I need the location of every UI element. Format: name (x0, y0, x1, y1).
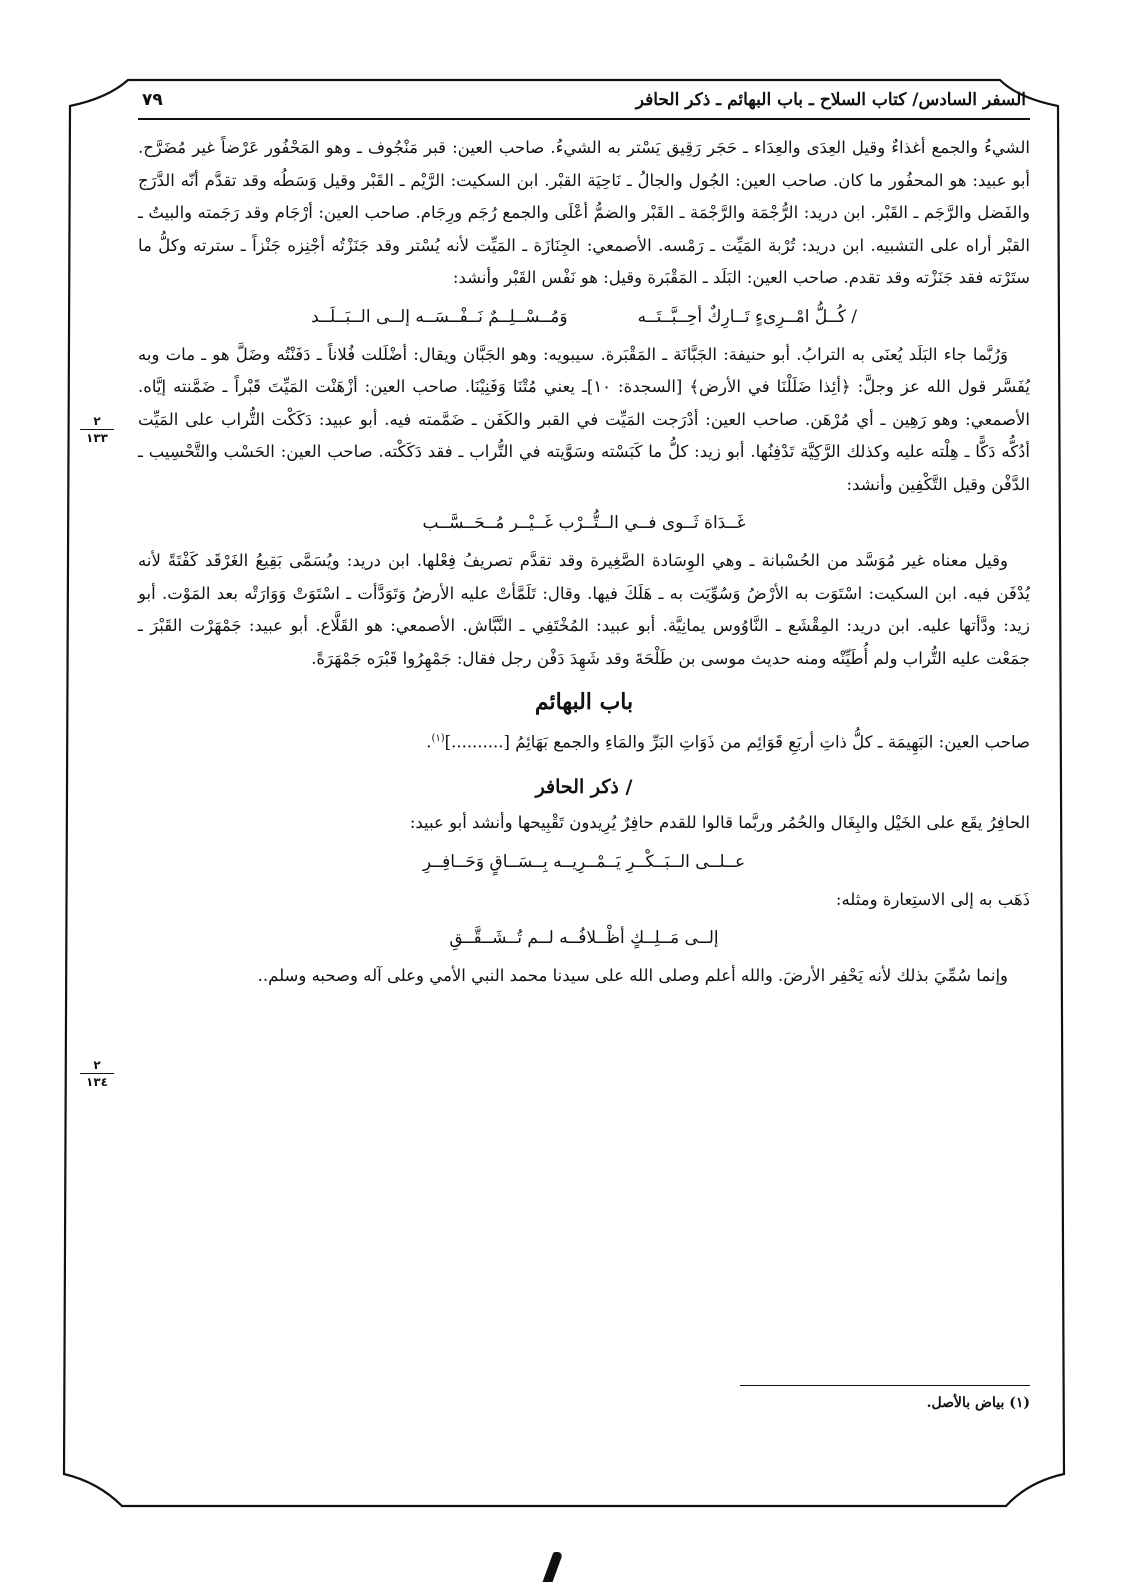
scan-artifact (543, 1552, 564, 1582)
footnote-text: (١) بياض بالأصل. (926, 1395, 1030, 1411)
paragraph-7: وإنما سُمِّيَ بذلك لأنه يَحْفِر الأرضَ. والله أعلم وصلى الله على سيدنا محمد النبي الأمي وعلى آله وصحبه وسلم.. (257, 966, 1008, 985)
verse-2: غَــدَاة ثَــوى فــي الــتُّــرْب غَــيْــر مُــحَــسَّــب (422, 513, 746, 533)
paragraph-3: وقيل معناه غير مُوَسَّد من الحُسْبانة ـ وهي الوِسَادة الصَّغِيرة وقد تقدَّم تصريفُ فِعْلها. ابن دريد: ويُسَمَّى بَقِيعُ الغَرْقَد كَفْتَةً لأنه يُدْفَن فيه. ابن السكيت: اسْتَوَت به الأرْضُ وَسُوِّيَت به ـ هَلَكَ فيها. وقال: تَلَمَّأتْ عليه الأرضُ وَتَوَدَّأت ـ اسْتَوَتْ وَوَارَتْه بعد المَوْت. أبو زيد: ودَّأتها عليه. ابن دريد: المِقْشَع ـ النَّاوُوس يمانِيَّة. أبو عبيد: المُخْتَفِي ـ النَّبَّاش. الأصمعي: هو القَلَّاع. أبو عبيد: جَمْهَرْت القَبْرَ ـ جمَعْت عليه التُّراب ولم أُطَيِّنْه ومنه حديث موسى بن طَلْحَةَ وقد شَهِدَ دَفْن رجل فقال: جَمْهِرُوا قَبْرَه جَمْهَرَةً. (138, 551, 1030, 668)
margin-ref-top: ٢ (80, 1058, 114, 1074)
verse-4: إلــى مَــلِــكٍ أظْــلافُــه لــم تُــشَــقَّــقِ (449, 928, 719, 948)
paragraph-5: الحافِرُ يقَع على الخَيْل والبِغَال والحُمُر وربَّما قالوا للقدم حافِرٌ يُرِيدون تَقْبِيحها وأنشد أبو عبيد: (409, 813, 1030, 832)
footnote-divider (740, 1385, 1030, 1386)
margin-page-ref-133 (80, 414, 114, 445)
page-number: ٧٩ (142, 90, 163, 110)
paragraph-4-text: صاحب العين: البَهِيمَة ـ كلُّ ذاتِ أربَعِ قَوَائِم من ذَوَاتِ البَرِّ والمَاءِ والجمع بَهَائِمُ [..........] (444, 732, 1030, 752)
margin-page-ref-134 (80, 1058, 114, 1089)
margin-ref-bottom: ١٣٣ (86, 431, 108, 445)
margin-ref-top: ٢ (80, 414, 114, 430)
paragraph-6: ذَهَب به إلى الاستِعارة ومثله: (835, 889, 1030, 909)
paragraph-1: الشيءُ والجمع أغذاءٌ وقيل العِدَى والعِدَاء ـ حَجَر رَقِيق يَسْتر به الشيءُ. صاحب العين: قبر مَنْجُوف ـ وهو المَحْفُور عَرْضاً غير مُضَرَّح. أبو عبيد: هو المحفُور ما كان. صاحب العين: الجُول والجالُ ـ نَاحِيَة القبْر. ابن السكيت: الرَّيْم ـ القَبْر وقيل وَسَطُه وقد تقدَّم أنّه الدَّرَج والفَضل والرَّجَم ـ القَبْر. ابن دريد: الرُّجْمَة والرَّجْمَة ـ القَبْر والضمُّ أعْلَى والجمع رُجَم ورِجَام. صاحب العين: أرْجَام وقد رَجَمته والبيتُ ـ القبْر أراه على التشبيه. ابن دريد: تُرْبة المَيِّت ـ رَمْسه. الأصمعي: الجِنَازَة ـ المَيِّت لأنه يُسْتر وقد جَنَزْتُه أجْنِزه جَنْزاً ـ سترته وكلُّ ما ستَرْته فقد جَنَزْته وقد تقدم. صاحب العين: البَلَد ـ المَقْبَرة وقيل: هو نَفْس القَبْر وأنشد: (138, 138, 1030, 287)
margin-ref-bottom: ١٣٤ (86, 1075, 108, 1089)
verse-1 (138, 299, 1030, 335)
verse-3: عــلــى الــبَــكْــرِ يَــمْــرِيــه بِــسَــاقٍ وَحَــافِــرِ (422, 851, 746, 872)
header-title: السفر السادس/ كتاب السلاح ـ باب البهائم ـ ذكر الحافر (635, 90, 1026, 110)
running-header (138, 90, 1030, 120)
subsection-title-dhikr-alhafir: / ذكر الحافر (535, 776, 633, 798)
verse-1-first-hemistich: / كُــلُّ امْــرِىءٍ تَــارِكٌ أحِــبَّــتَــه (637, 306, 857, 327)
paragraph-2: وَرُبَّما جاء البَلَد يُعنَى به الترابُ. أبو حنيفة: الجَبَّانَة ـ المَقْبَرة. سيبويه: وهو الجَبَّان ويقال: أضْلَلت فُلاناً ـ دَفَنْتُه وضَلَّ هو ـ مات وبه يُفَسَّر قول الله عز وجلَّ: ﴿أئِذا ضَلَلْنَا في الأرض﴾ [السجدة: ١٠]ـ يعني مُتْنَا وَفَنِيْنَا. صاحب العين: أزْهَنْت المَيِّتَ قَبْراً ـ ضَمَّنته إيَّاه. الأصمعي: وهو رَهِين ـ أي مُرْهَن. صاحب العين: أدْرَجت المَيِّت في القبر والكَفَن ـ ضَمَّمته فيه. أبو عبيد: دَكَكْت التُّراب على المَيِّت أدُكُّه دَكًّا ـ هِلْته عليه وكذلك الرَّكِيَّة تَدْفِنُها. أبو زيد: كلُّ ما كَبَسْته وسَوَّيته في التُّراب ـ فقد دَكَكْته. صاحب العين: الحَسْب والتَّحْسِيب ـ الدَّفْن وقيل التَّكْفِين وأنشد: (138, 344, 1030, 494)
section-title-bab-albahaim: باب البهائم (534, 689, 634, 715)
footnote-marker: (١) (431, 733, 445, 744)
paragraph-4: صاحب العين: البَهِيمَة ـ كلُّ ذاتِ أربَعِ قَوَائِم من ذَوَاتِ البَرِّ والمَاءِ والجمع بَهَائِمُ [..........]$^{(١)}$. (426, 732, 1030, 752)
verse-1-second-hemistich: وَمُــسْــلِــمٌ نَــفْــسَــه إلــى الــبَــلَــد (311, 306, 568, 327)
page-content (138, 90, 1030, 993)
